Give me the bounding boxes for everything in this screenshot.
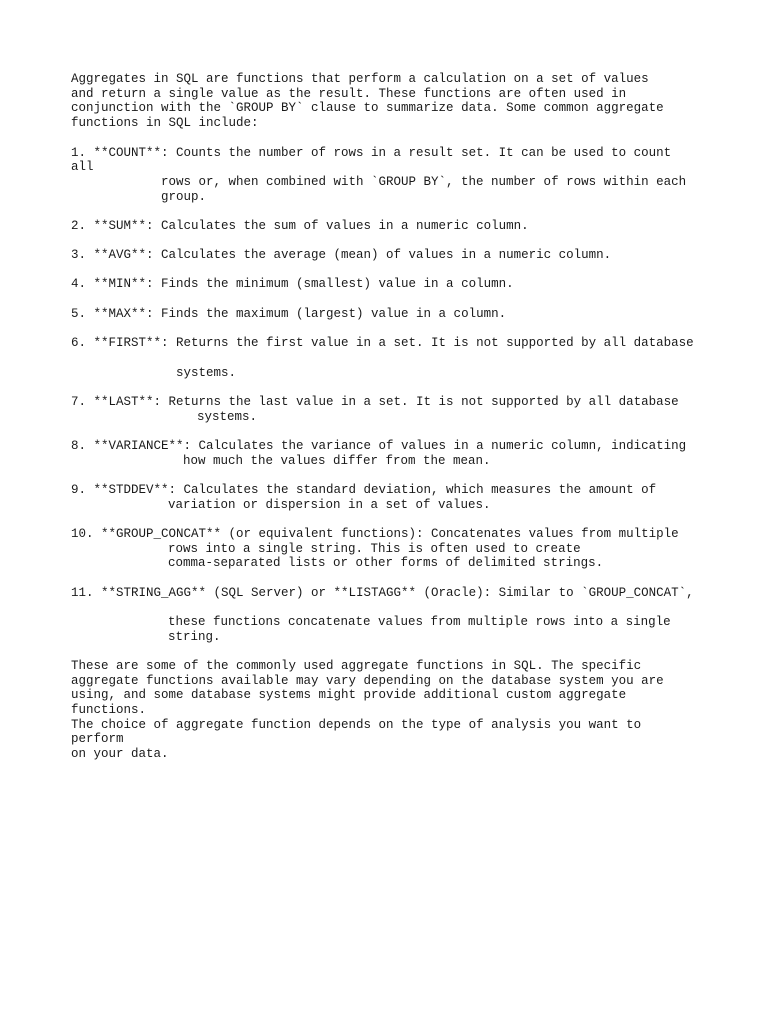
outro-line: The choice of aggregate function depends on the type of analysis you want to: [71, 718, 642, 732]
list-item-last: 7. **LAST**: Returns the last value in a set. It is not supported by all database: [71, 395, 679, 409]
list-item-string-agg: string.: [168, 630, 221, 644]
list-item-first: 6. **FIRST**: Returns the first value in a set. It is not supported by all database: [71, 336, 694, 350]
intro-line: and return a single value as the result. These functions are often used in: [71, 87, 627, 101]
intro-line: conjunction with the `GROUP BY` clause to summarize data. Some common aggregate: [71, 101, 664, 115]
list-item-sum: 2. **SUM**: Calculates the sum of values in a numeric column.: [71, 219, 529, 233]
outro-line: These are some of the commonly used aggregate functions in SQL. The specific: [71, 659, 642, 673]
list-item-group-concat: comma-separated lists or other forms of delimited strings.: [168, 556, 604, 570]
list-item-count: 1. **COUNT**: Counts the number of rows in a result set. It can be used to count: [71, 146, 672, 160]
list-item-min: 4. **MIN**: Finds the minimum (smallest) value in a column.: [71, 277, 514, 291]
list-item-max: 5. **MAX**: Finds the maximum (largest) value in a column.: [71, 307, 507, 321]
list-item-variance: 8. **VARIANCE**: Calculates the variance of values in a numeric column, indicating: [71, 439, 687, 453]
list-item-string-agg: 11. **STRING_AGG** (SQL Server) or **LISTAGG** (Oracle): Similar to `GROUP_CONCAT`,: [71, 586, 694, 600]
list-item-group-concat: rows into a single string. This is often used to create: [168, 542, 581, 556]
list-item-count: all: [71, 160, 94, 174]
intro-line: functions in SQL include:: [71, 116, 259, 130]
outro-line: functions.: [71, 703, 147, 717]
outro-line: aggregate functions available may vary depending on the database system you are: [71, 674, 664, 688]
list-item-last: systems.: [197, 410, 258, 424]
list-item-count: rows or, when combined with `GROUP BY`, the number of rows within each: [161, 175, 687, 189]
outro-line: perform: [71, 732, 124, 746]
outro-line: on your data.: [71, 747, 169, 761]
outro-line: using, and some database systems might provide additional custom aggregate: [71, 688, 627, 702]
list-item-string-agg: these functions concatenate values from multiple rows into a single: [168, 615, 671, 629]
intro-line: Aggregates in SQL are functions that perform a calculation on a set of values: [71, 72, 649, 86]
list-item-first: systems.: [176, 366, 237, 380]
list-item-stddev: 9. **STDDEV**: Calculates the standard deviation, which measures the amount of: [71, 483, 657, 497]
list-item-count: group.: [161, 190, 207, 204]
list-item-group-concat: 10. **GROUP_CONCAT** (or equivalent functions): Concatenates values from multiple: [71, 527, 679, 541]
list-item-stddev: variation or dispersion in a set of values.: [168, 498, 491, 512]
list-item-avg: 3. **AVG**: Calculates the average (mean) of values in a numeric column.: [71, 248, 612, 262]
list-item-variance: how much the values differ from the mean.: [183, 454, 491, 468]
